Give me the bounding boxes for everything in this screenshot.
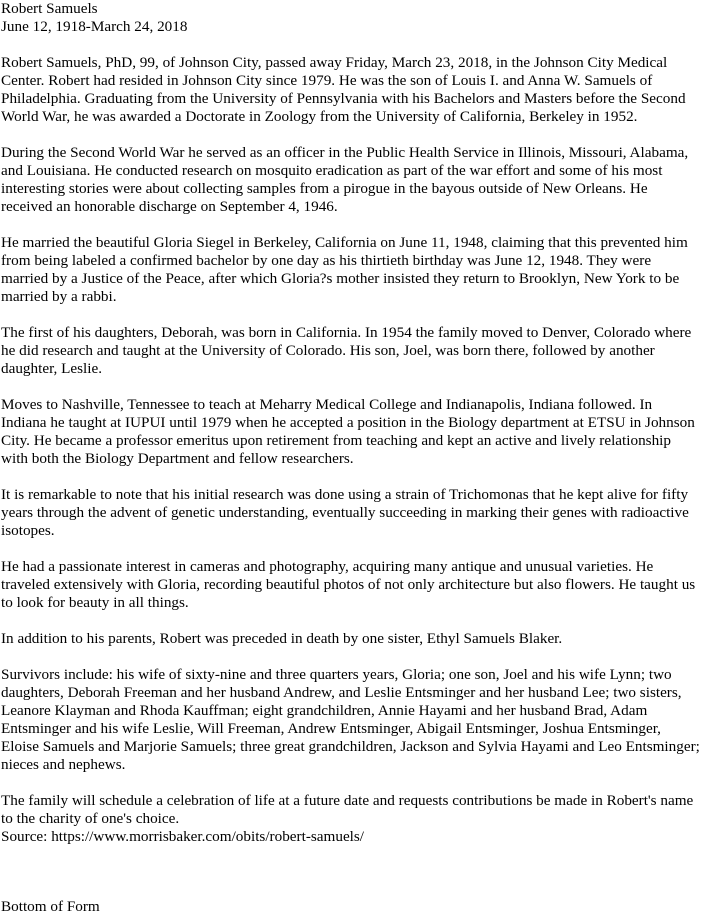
paragraph-photography: He had a passionate interest in cameras and photography, acquiring many antique and unusual varieties. He traveled extensively with Gloria, recording beautiful photos of not only architecture but also flowers. He taught us to look for beauty in all things. <box>1 558 696 611</box>
paragraph-career: Moves to Nashville, Tennessee to teach at Meharry Medical College and Indianapolis, Indiana followed. In Indiana he taught at IUPUI until 1979 when he accepted a position in the Biology department at ETSU in Johnson City. He became a professor emeritus upon retirement from teaching and kept an active and lively relationship with both the Biology Department and fellow researchers. <box>1 396 695 467</box>
bottom-of-form-label: Bottom of Form <box>1 898 100 915</box>
paragraph-war-service: During the Second World War he served as an officer in the Public Health Service in Illinois, Missouri, Alabama, and Louisiana. He conducted research on mosquito eradication as part of the war effort and some of his most interesting stories were about collecting samples from a pirogue in the bayous outside of New Orleans. He received an honorable discharge on September 4, 1946. <box>1 144 689 215</box>
source-link[interactable]: Source: https://www.morrisbaker.com/obits/robert-samuels/ <box>1 828 365 845</box>
obituary-document <box>1 0 701 846</box>
paragraph-research: It is remarkable to note that his initial research was done using a strain of Trichomonas that he kept alive for fifty years through the advent of genetic understanding, eventually succeeding in marking their genes with radioactive isotopes. <box>1 486 689 539</box>
paragraph-intro: Robert Samuels, PhD, 99, of Johnson City, passed away Friday, March 23, 2018, in the Johnson City Medical Center. Robert had resided in Johnson City since 1979. He was the son of Louis I. and Anna W. Samuels of Philadelphia. Graduating from the University of Pennsylvania with his Bachelors and Masters before the Second World War, he was awarded a Doctorate in Zoology from the University of California, Berkeley in 1952. <box>1 54 686 125</box>
obituary-body <box>1 54 701 846</box>
paragraph-survivors: Survivors include: his wife of sixty-nine and three quarters years, Gloria; one son, Joel and his wife Lynn; two daughters, Deborah Freeman and her husband Andrew, and Leslie Entsminger and her husband Lee; two sisters, Leanore Klayman and Rhoda Kauffman; eight grandchildren, Annie Hayami and her husband Brad, Adam Entsminger and his wife Leslie, Will Freeman, Andrew Entsminger, Abigail Entsminger, Joshua Entsminger, Eloise Samuels and Marjorie Samuels; three great grandchildren, Jackson and Sylvia Hayami and Leo Entsminger; nieces and nephews. <box>1 666 700 773</box>
paragraph-celebration: The family will schedule a celebration of life at a future date and requests contributions be made in Robert's name to the charity of one's choice. <box>1 792 694 827</box>
paragraph-preceded: In addition to his parents, Robert was preceded in death by one sister, Ethyl Samuels Blaker. <box>1 630 563 647</box>
paragraph-marriage: He married the beautiful Gloria Siegel in Berkeley, California on June 11, 1948, claiming that this prevented him from being labeled a confirmed bachelor by one day as his thirtieth birthday was June 12, 1948. They were married by a Justice of the Peace, after which Gloria?s mother insisted they return to Brooklyn, New York to be married by a rabbi. <box>1 234 688 305</box>
life-dates: June 12, 1918-March 24, 2018 <box>1 18 188 35</box>
deceased-name: Robert Samuels <box>1 0 98 17</box>
paragraph-children: The first of his daughters, Deborah, was born in California. In 1954 the family moved to Denver, Colorado where he did research and taught at the University of Colorado. His son, Joel, was born there, followed by another daughter, Leslie. <box>1 324 692 377</box>
